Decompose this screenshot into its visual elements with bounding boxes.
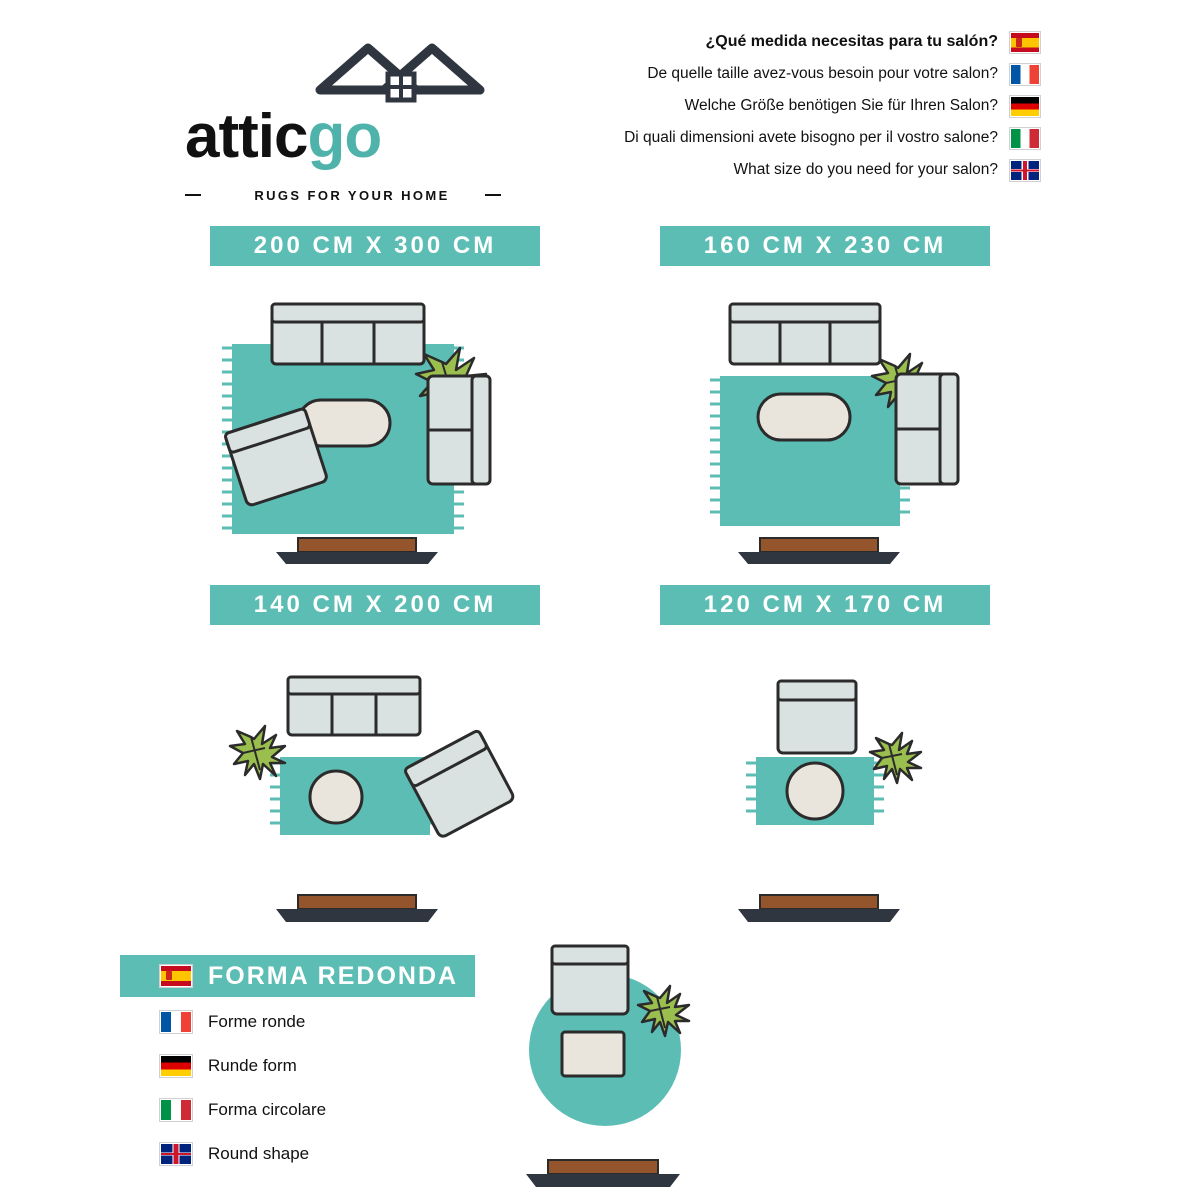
- coffee-table-icon: [562, 1032, 624, 1076]
- round-shape-label-en: Round shape: [208, 1144, 310, 1163]
- flag-spain-icon: [160, 965, 192, 987]
- flag-uk-icon: [1010, 160, 1040, 181]
- round-shape-label-it: Forma circolare: [208, 1100, 327, 1119]
- flag-spain-icon: [1010, 32, 1040, 53]
- sofa-icon: [730, 304, 880, 364]
- language-row-es: [540, 26, 1040, 58]
- flag-italy-icon: [160, 1099, 192, 1121]
- room-diagram-svg: [210, 266, 550, 566]
- size-card-160x230: [660, 226, 1000, 566]
- size-card-120x170: [660, 585, 1000, 935]
- logo-text-go: go: [307, 102, 382, 171]
- coffee-table-icon: [758, 394, 850, 440]
- round-shape-row-it: [120, 1091, 480, 1129]
- round-shape-title-bar: [120, 955, 475, 997]
- sofa-icon: [288, 677, 420, 735]
- tv-stand-icon: [276, 538, 438, 564]
- house-roof-icon: [310, 28, 530, 108]
- tv-stand-icon: [526, 1160, 680, 1187]
- plant-icon: [230, 726, 285, 779]
- size-card-title: 120 CM X 170 CM: [660, 585, 990, 625]
- armchair-right-icon: [896, 374, 958, 484]
- language-row-de: [540, 90, 1040, 122]
- round-shape-block: [120, 955, 480, 1173]
- flag-germany-icon: [1010, 96, 1040, 117]
- logo-text-attic: attic: [185, 102, 308, 171]
- flag-italy-icon: [1010, 128, 1040, 149]
- armchair-right-icon: [428, 376, 490, 484]
- room-illustration-140x200: [210, 625, 550, 935]
- size-card-title: 200 CM X 300 CM: [210, 226, 540, 266]
- language-row-fr: [540, 58, 1040, 90]
- language-row-it: [540, 122, 1040, 154]
- round-shape-title: FORMA REDONDA: [208, 961, 459, 990]
- page-header: [0, 0, 1200, 203]
- room-diagram-svg: [660, 266, 1000, 566]
- size-card-200x300: [210, 226, 550, 566]
- language-row-en: [540, 154, 1040, 186]
- room-diagram-svg: [210, 625, 550, 935]
- round-shape-label-de: Runde form: [208, 1056, 297, 1075]
- flag-france-icon: [160, 1011, 192, 1033]
- tv-stand-icon: [738, 538, 900, 564]
- question-text-es: ¿Qué medida necesitas para tu salón?: [705, 33, 998, 50]
- question-text-en: What size do you need for your salon?: [733, 161, 998, 178]
- coffee-table-icon: [787, 763, 843, 819]
- flag-germany-icon: [160, 1055, 192, 1077]
- room-illustration-120x170: [660, 625, 1000, 935]
- question-text-fr: De quelle taille avez-vous besoin pour votre salon?: [647, 65, 998, 82]
- size-card-title: 160 CM X 230 CM: [660, 226, 990, 266]
- room-illustration-200x300: [210, 266, 550, 566]
- flag-france-icon: [1010, 64, 1040, 85]
- flag-uk-icon: [160, 1143, 192, 1165]
- tv-stand-icon: [738, 895, 900, 922]
- size-card-140x200: [210, 585, 550, 935]
- room-diagram-svg: [660, 625, 1000, 935]
- armchair-icon: [778, 681, 856, 753]
- round-shape-label-fr: Forme ronde: [208, 1012, 306, 1031]
- coffee-table-icon: [310, 771, 362, 823]
- round-shape-row-en: [120, 1135, 480, 1173]
- round-shape-row-fr: [120, 1003, 480, 1041]
- size-card-title: 140 CM X 200 CM: [210, 585, 540, 625]
- round-room-diagram-svg: [500, 930, 760, 1200]
- tv-stand-icon: [276, 895, 438, 922]
- armchair-icon: [552, 946, 628, 1014]
- language-questions-list: [540, 26, 1040, 186]
- logo-tagline: RUGS FOR YOUR HOME: [254, 188, 450, 203]
- round-shape-row-de: [120, 1047, 480, 1085]
- room-illustration-160x230: [660, 266, 1000, 566]
- round-rug-illustration: [500, 930, 760, 1200]
- question-text-de: Welche Größe benötigen Sie für Ihren Salon?: [684, 97, 998, 114]
- sofa-icon: [272, 304, 424, 364]
- brand-logo: [185, 28, 515, 203]
- question-text-it: Di quali dimensioni avete bisogno per il vostro salone?: [624, 129, 998, 146]
